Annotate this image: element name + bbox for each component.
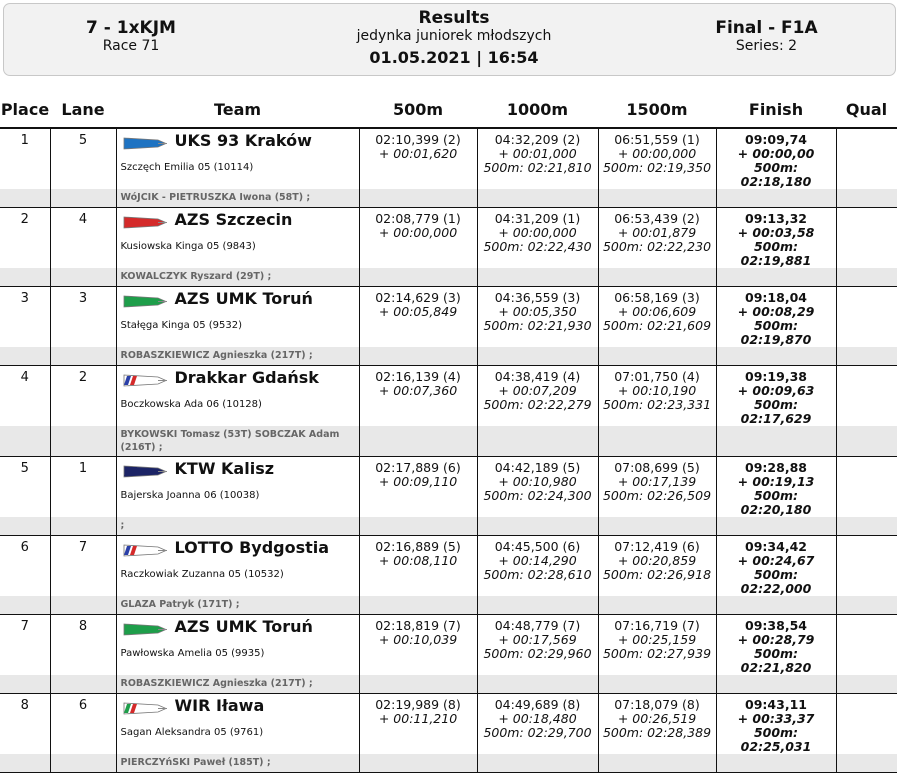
- split-1500m-line: + 00:20,859: [617, 553, 697, 568]
- coach-cell: [116, 517, 359, 536]
- split-1000m-line: 04:36,559 (3): [494, 290, 581, 305]
- coach-spacer: [836, 596, 897, 615]
- coach-spacer: [477, 268, 598, 287]
- split-1500m-line: 06:53,439 (2): [614, 211, 700, 226]
- split-1500m-line: 06:51,559 (1): [614, 132, 700, 147]
- split-500m: [359, 536, 477, 597]
- split-1000m-line: 04:49,689 (8): [494, 697, 581, 712]
- coach-cell: [116, 268, 359, 287]
- col-lane: Lane: [50, 92, 116, 128]
- coach-name: WóJCIK - PIETRUSZKA Iwona (58T) ;: [120, 192, 311, 203]
- coach-spacer: [836, 268, 897, 287]
- split-1000m-line: 500m: 02:29,960: [483, 646, 592, 661]
- col-team: Team: [116, 92, 359, 128]
- coach-spacer: [0, 347, 50, 366]
- series-number: Series: 2: [735, 38, 798, 54]
- lane-cell: 6: [50, 694, 116, 755]
- coach-spacer: [477, 675, 598, 694]
- split-1000m-line: 500m: 02:29,700: [483, 725, 592, 740]
- rower-name: Bajerska Joanna 06 (10038): [120, 490, 260, 501]
- coach-spacer: [836, 426, 897, 457]
- results-header: [3, 3, 896, 76]
- coach-spacer: [477, 754, 598, 773]
- split-1000m-line: 500m: 02:22,430: [483, 239, 592, 254]
- boat-flag-icon: [122, 136, 168, 151]
- place-cell: 6: [20, 540, 29, 555]
- race-phase: Final - F1A: [715, 18, 818, 38]
- boat-flag-icon: [122, 464, 168, 479]
- coach-spacer: [836, 189, 897, 208]
- coach-row: [0, 596, 897, 615]
- coach-spacer: [716, 675, 836, 694]
- finish-time-line: 09:28,88: [745, 460, 807, 475]
- lane-cell: 8: [50, 615, 116, 676]
- table-header-row: [0, 92, 897, 128]
- table-row: [0, 615, 897, 676]
- qual-cell: [836, 208, 897, 269]
- coach-spacer: [359, 189, 477, 208]
- team-name: KTW Kalisz: [174, 459, 275, 478]
- phase-info: [694, 18, 839, 55]
- col-finish: Finish: [716, 92, 836, 128]
- page-title: Results: [418, 8, 490, 28]
- team-cell: [116, 694, 359, 755]
- coach-spacer: [477, 347, 598, 366]
- coach-name: ;: [120, 520, 125, 531]
- finish-time-line: + 00:33,37: [737, 711, 815, 726]
- split-500m: [359, 208, 477, 269]
- coach-name: PIERCZYńSKI Paweł (185T) ;: [120, 757, 271, 768]
- coach-spacer: [716, 347, 836, 366]
- finish-time-line: + 00:28,79: [737, 632, 815, 647]
- split-1000m-line: + 00:00,000: [498, 225, 577, 240]
- split-1500m-line: 07:18,079 (8): [614, 697, 700, 712]
- coach-spacer: [50, 426, 116, 457]
- rower-name: Raczkowiak Zuzanna 05 (10532): [120, 569, 284, 580]
- finish-time-line: + 00:09,63: [737, 383, 815, 398]
- table-row: [0, 694, 897, 755]
- split-1000m: [477, 615, 598, 676]
- coach-spacer: [836, 517, 897, 536]
- coach-spacer: [716, 517, 836, 536]
- split-500m-line: + 00:08,110: [378, 553, 458, 568]
- split-1500m-line: 07:16,719 (7): [614, 618, 700, 633]
- coach-spacer: [359, 596, 477, 615]
- split-1500m: [598, 287, 716, 348]
- team-name: AZS UMK Toruń: [174, 289, 313, 308]
- split-1000m-line: 04:31,209 (1): [494, 211, 581, 226]
- coach-spacer: [477, 426, 598, 457]
- split-1500m-line: + 00:01,879: [617, 225, 697, 240]
- event-info: [66, 18, 196, 55]
- split-1500m-line: 500m: 02:28,389: [602, 725, 712, 740]
- split-500m-line: 02:16,889 (5): [375, 539, 461, 554]
- lane-cell: 3: [50, 287, 116, 348]
- place-cell: 8: [20, 698, 29, 713]
- rower-name: Szczęch Emilia 05 (10114): [120, 162, 254, 173]
- coach-spacer: [598, 426, 716, 457]
- coach-spacer: [0, 426, 50, 457]
- finish-time-line: 09:43,11: [745, 697, 807, 712]
- coach-spacer: [598, 754, 716, 773]
- split-1000m-line: 500m: 02:21,930: [483, 318, 592, 333]
- finish-time-line: 500m: 02:25,031: [740, 725, 812, 754]
- coach-spacer: [598, 268, 716, 287]
- title-block: [304, 8, 604, 68]
- finish-time-line: + 00:00,00: [737, 146, 815, 161]
- place-cell: 2: [20, 212, 29, 227]
- coach-spacer: [836, 754, 897, 773]
- split-1500m-line: 500m: 02:21,609: [602, 318, 712, 333]
- boat-flag-icon: [122, 701, 168, 716]
- finish-time-line: + 00:03,58: [737, 225, 815, 240]
- split-1000m-line: 04:38,419 (4): [494, 369, 581, 384]
- coach-spacer: [598, 517, 716, 536]
- boat-flag-icon: [122, 622, 168, 637]
- split-500m-line: 02:10,399 (2): [375, 132, 461, 147]
- place-cell: 5: [20, 461, 29, 476]
- split-1500m-line: 500m: 02:27,939: [602, 646, 712, 661]
- coach-spacer: [0, 268, 50, 287]
- split-500m: [359, 128, 477, 189]
- split-1500m: [598, 536, 716, 597]
- split-500m-line: 02:16,139 (4): [375, 369, 461, 384]
- boat-flag-icon: [122, 373, 168, 388]
- qual-cell: [836, 536, 897, 597]
- split-500m: [359, 366, 477, 427]
- finish-time: [716, 366, 836, 427]
- lane-cell: 2: [50, 366, 116, 427]
- coach-cell: [116, 347, 359, 366]
- rower-name: Kusiowska Kinga 05 (9843): [120, 241, 256, 252]
- split-1500m: [598, 615, 716, 676]
- finish-time-line: + 00:19,13: [737, 474, 815, 489]
- split-1000m: [477, 366, 598, 427]
- rower-name: Pawłowska Amelia 05 (9935): [120, 648, 265, 659]
- col-1000m: 1000m: [477, 92, 598, 128]
- team-name: LOTTO Bydgostia: [174, 538, 330, 557]
- lane-cell: 5: [50, 128, 116, 189]
- results-table: [0, 92, 897, 773]
- coach-spacer: [0, 675, 50, 694]
- table-row: [0, 287, 897, 348]
- coach-spacer: [359, 754, 477, 773]
- finish-time: [716, 287, 836, 348]
- coach-name: ROBASZKIEWICZ Agnieszka (217T) ;: [120, 350, 313, 361]
- finish-time-line: 09:34,42: [745, 539, 807, 554]
- coach-name: GLAZA Patryk (171T) ;: [120, 599, 240, 610]
- coach-spacer: [50, 189, 116, 208]
- team-name: AZS Szczecin: [174, 210, 293, 229]
- finish-time-line: 09:19,38: [745, 369, 807, 384]
- qual-cell: [836, 128, 897, 189]
- table-row: [0, 536, 897, 597]
- split-1500m-line: 07:12,419 (6): [614, 539, 700, 554]
- split-1500m-line: 500m: 02:23,331: [602, 397, 712, 412]
- team-name: AZS UMK Toruń: [174, 617, 313, 636]
- split-1000m: [477, 208, 598, 269]
- coach-spacer: [0, 754, 50, 773]
- coach-spacer: [359, 675, 477, 694]
- split-1000m-line: + 00:07,209: [498, 383, 577, 398]
- coach-row: [0, 426, 897, 457]
- coach-spacer: [477, 596, 598, 615]
- qual-cell: [836, 615, 897, 676]
- qual-cell: [836, 366, 897, 427]
- team-name: WIR Iława: [174, 696, 265, 715]
- split-500m-line: + 00:11,210: [378, 711, 458, 726]
- coach-spacer: [598, 596, 716, 615]
- coach-spacer: [598, 189, 716, 208]
- coach-spacer: [598, 347, 716, 366]
- team-cell: [116, 457, 359, 518]
- finish-time-line: 09:38,54: [745, 618, 807, 633]
- lane-cell: 1: [50, 457, 116, 518]
- coach-row: [0, 347, 897, 366]
- split-500m: [359, 615, 477, 676]
- split-1000m-line: + 00:10,980: [498, 474, 577, 489]
- coach-spacer: [359, 517, 477, 536]
- col-500m: 500m: [359, 92, 477, 128]
- finish-time: [716, 615, 836, 676]
- split-1500m: [598, 694, 716, 755]
- coach-row: [0, 189, 897, 208]
- coach-spacer: [716, 426, 836, 457]
- split-1500m-line: 07:01,750 (4): [614, 369, 700, 384]
- split-1500m: [598, 457, 716, 518]
- split-1500m-line: 500m: 02:26,918: [602, 567, 712, 582]
- coach-spacer: [50, 517, 116, 536]
- split-500m-line: + 00:09,110: [378, 474, 458, 489]
- finish-time-line: 500m: 02:18,180: [740, 160, 812, 189]
- split-500m-line: + 00:07,360: [378, 383, 458, 398]
- split-500m-line: + 00:01,620: [378, 146, 458, 161]
- finish-time-line: 09:18,04: [745, 290, 807, 305]
- coach-cell: [116, 189, 359, 208]
- split-1000m-line: + 00:14,290: [498, 553, 577, 568]
- split-1500m-line: 500m: 02:22,230: [602, 239, 712, 254]
- coach-spacer: [716, 754, 836, 773]
- split-500m: [359, 287, 477, 348]
- qual-cell: [836, 287, 897, 348]
- team-cell: [116, 287, 359, 348]
- coach-spacer: [598, 675, 716, 694]
- team-cell: [116, 366, 359, 427]
- finish-time: [716, 457, 836, 518]
- place-cell: 1: [20, 133, 29, 148]
- rower-name: Boczkowska Ada 06 (10128): [120, 399, 262, 410]
- split-1000m-line: 500m: 02:28,610: [483, 567, 592, 582]
- table-row: [0, 457, 897, 518]
- finish-time-line: 500m: 02:19,870: [740, 318, 812, 347]
- finish-time-line: + 00:08,29: [737, 304, 815, 319]
- qual-cell: [836, 694, 897, 755]
- coach-spacer: [716, 268, 836, 287]
- split-1000m-line: + 00:17,569: [498, 632, 577, 647]
- col-place: Place: [0, 92, 50, 128]
- split-1500m: [598, 208, 716, 269]
- col-qual: Qual: [836, 92, 897, 128]
- coach-spacer: [477, 189, 598, 208]
- coach-spacer: [477, 517, 598, 536]
- team-cell: [116, 128, 359, 189]
- coach-spacer: [359, 426, 477, 457]
- col-1500m: 1500m: [598, 92, 716, 128]
- team-cell: [116, 615, 359, 676]
- rower-name: Stałęga Kinga 05 (9532): [120, 320, 243, 331]
- split-1000m-line: 04:42,189 (5): [494, 460, 581, 475]
- table-row: [0, 208, 897, 269]
- qual-cell: [836, 457, 897, 518]
- split-1500m-line: + 00:00,000: [617, 146, 697, 161]
- coach-spacer: [0, 189, 50, 208]
- place-cell: 3: [20, 291, 29, 306]
- finish-time-line: 09:09,74: [745, 132, 807, 147]
- split-1000m-line: 04:48,779 (7): [494, 618, 581, 633]
- finish-time-line: 09:13,32: [745, 211, 807, 226]
- split-1000m-line: 04:32,209 (2): [494, 132, 581, 147]
- coach-spacer: [836, 347, 897, 366]
- split-500m-line: 02:17,889 (6): [375, 460, 461, 475]
- split-500m-line: 02:19,989 (8): [375, 697, 461, 712]
- split-1000m: [477, 536, 598, 597]
- split-500m-line: 02:14,629 (3): [375, 290, 461, 305]
- split-1000m-line: 500m: 02:21,810: [483, 160, 592, 175]
- split-1000m-line: 500m: 02:24,300: [483, 488, 592, 503]
- race-number: Race 71: [102, 38, 160, 54]
- split-500m-line: + 00:10,039: [378, 632, 458, 647]
- finish-time-line: 500m: 02:19,881: [740, 239, 812, 268]
- split-1500m: [598, 366, 716, 427]
- split-1500m-line: + 00:10,190: [617, 383, 697, 398]
- boat-flag-icon: [122, 215, 168, 230]
- team-name: Drakkar Gdańsk: [174, 368, 319, 387]
- split-1500m-line: 500m: 02:19,350: [602, 160, 712, 175]
- team-name: UKS 93 Kraków: [174, 131, 312, 150]
- coach-row: [0, 754, 897, 773]
- coach-name: BYKOWSKI Tomasz (53T) SOBCZAK Adam (216T) ;: [120, 429, 340, 453]
- rower-name: Sagan Aleksandra 05 (9761): [120, 727, 264, 738]
- split-1000m: [477, 128, 598, 189]
- split-500m-line: 02:08,779 (1): [375, 211, 461, 226]
- split-500m-line: 02:18,819 (7): [375, 618, 461, 633]
- finish-time-line: 500m: 02:21,820: [740, 646, 812, 675]
- coach-spacer: [716, 596, 836, 615]
- coach-spacer: [359, 347, 477, 366]
- split-1500m-line: 07:08,699 (5): [614, 460, 700, 475]
- finish-time: [716, 536, 836, 597]
- split-1500m-line: + 00:06,609: [617, 304, 697, 319]
- finish-time-line: 500m: 02:20,180: [740, 488, 812, 517]
- split-1000m-line: + 00:01,000: [498, 146, 577, 161]
- coach-spacer: [50, 268, 116, 287]
- finish-time-line: 500m: 02:22,000: [740, 567, 812, 596]
- boat-flag-icon: [122, 543, 168, 558]
- split-1000m-line: + 00:18,480: [498, 711, 577, 726]
- coach-cell: [116, 426, 359, 457]
- team-cell: [116, 536, 359, 597]
- finish-time-line: 500m: 02:17,629: [740, 397, 812, 426]
- team-cell: [116, 208, 359, 269]
- coach-spacer: [50, 596, 116, 615]
- coach-spacer: [836, 675, 897, 694]
- coach-spacer: [50, 754, 116, 773]
- split-1000m: [477, 457, 598, 518]
- split-500m-line: + 00:05,849: [378, 304, 458, 319]
- coach-cell: [116, 754, 359, 773]
- coach-spacer: [0, 596, 50, 615]
- split-1000m-line: + 00:05,350: [498, 304, 577, 319]
- coach-spacer: [359, 268, 477, 287]
- split-1000m-line: 500m: 02:22,279: [483, 397, 592, 412]
- lane-cell: 7: [50, 536, 116, 597]
- table-row: [0, 128, 897, 189]
- split-1000m: [477, 287, 598, 348]
- coach-name: ROBASZKIEWICZ Agnieszka (217T) ;: [120, 678, 313, 689]
- coach-row: [0, 675, 897, 694]
- finish-time: [716, 208, 836, 269]
- split-1500m-line: + 00:17,139: [617, 474, 697, 489]
- event-code: 7 - 1xKJM: [86, 18, 176, 38]
- lane-cell: 4: [50, 208, 116, 269]
- finish-time: [716, 694, 836, 755]
- race-datetime: 01.05.2021 | 16:54: [369, 48, 539, 67]
- split-1500m-line: 06:58,169 (3): [614, 290, 700, 305]
- split-500m: [359, 694, 477, 755]
- coach-cell: [116, 675, 359, 694]
- split-1500m-line: + 00:26,519: [617, 711, 697, 726]
- coach-spacer: [50, 675, 116, 694]
- finish-time-line: + 00:24,67: [737, 553, 815, 568]
- coach-name: KOWALCZYK Ryszard (29T) ;: [120, 271, 272, 282]
- split-1500m: [598, 128, 716, 189]
- split-1500m-line: 500m: 02:26,509: [602, 488, 712, 503]
- split-1000m: [477, 694, 598, 755]
- coach-spacer: [0, 517, 50, 536]
- coach-spacer: [50, 347, 116, 366]
- place-cell: 4: [20, 370, 29, 385]
- table-row: [0, 366, 897, 427]
- split-500m: [359, 457, 477, 518]
- split-1000m-line: 04:45,500 (6): [494, 539, 581, 554]
- split-500m-line: + 00:00,000: [378, 225, 458, 240]
- finish-time: [716, 128, 836, 189]
- coach-spacer: [716, 189, 836, 208]
- coach-cell: [116, 596, 359, 615]
- boat-flag-icon: [122, 294, 168, 309]
- event-subtitle: jedynka juniorek młodszych: [356, 28, 552, 44]
- coach-row: [0, 268, 897, 287]
- coach-row: [0, 517, 897, 536]
- split-1500m-line: + 00:25,159: [617, 632, 697, 647]
- place-cell: 7: [20, 619, 29, 634]
